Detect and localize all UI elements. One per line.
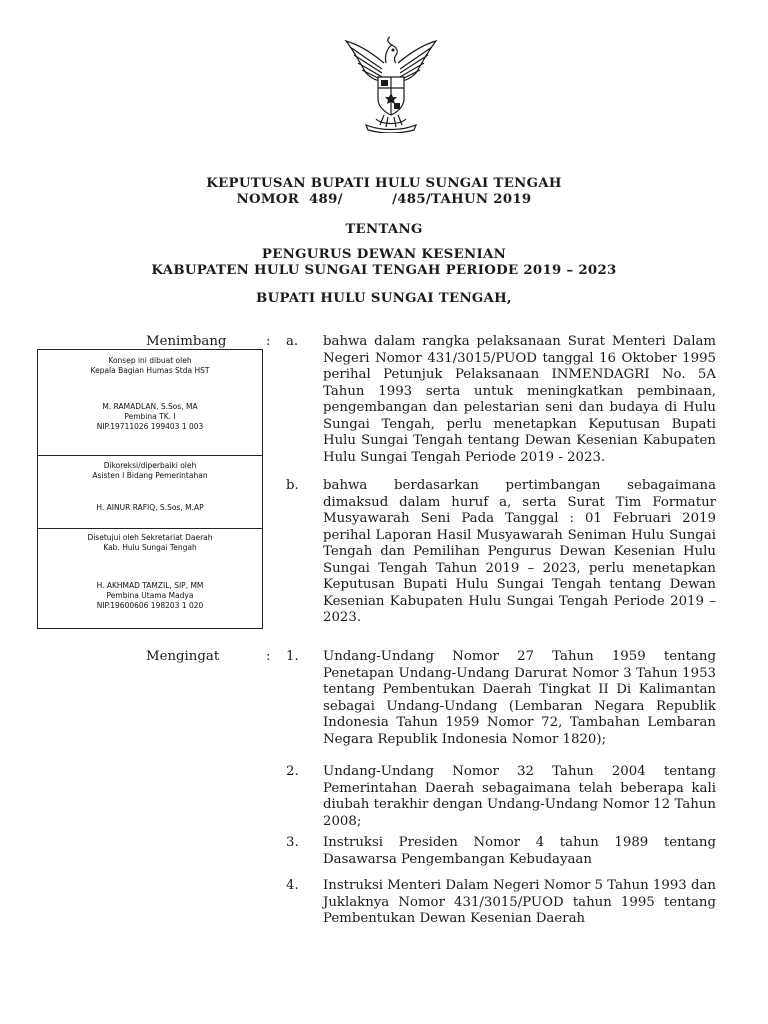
mengingat-item-4: Instruksi Menteri Dalam Negeri Nomor 5 Tahun 1993 dan Juklaknya Nomor 431/3015/PUOD tahun 1995 tentang Pembentukan Dewan Kesenian Daerah xyxy=(323,878,716,926)
menimbang-marker-b: b. xyxy=(286,478,299,493)
paraf-konsep-line-1: Konsep ini dibuat oleh xyxy=(108,356,192,365)
paraf-setuju-nip: NIP.19600606 198203 1 020 xyxy=(96,601,204,610)
paraf-koreksi-line-2: Asisten I Bidang Pemerintahan xyxy=(92,471,208,480)
menimbang-label: Menimbang xyxy=(146,334,227,349)
mengingat-marker-2: 2. xyxy=(286,764,299,779)
decree-number: NOMOR 489/ /485/TAHUN 2019 xyxy=(236,192,532,207)
paraf-setuju-line-2: Kab. Hulu Sungai Tengah xyxy=(103,543,197,552)
paraf-koreksi-line-1: Dikoreksi/diperbaiki oleh xyxy=(103,461,197,470)
mengingat-item-3: Instruksi Presiden Nomor 4 tahun 1989 tentang Dasawarsa Pengembangan Kebudayaan xyxy=(323,835,716,867)
paraf-setuju-name: H. AKHMAD TAMZIL, SIP, MM xyxy=(96,581,204,590)
paraf-konsep-rank: Pembina TK. I xyxy=(124,412,176,421)
bupati-heading: BUPATI HULU SUNGAI TENGAH, xyxy=(256,291,512,306)
garuda-emblem-icon xyxy=(336,33,446,133)
mengingat-item-1: Undang-Undang Nomor 27 Tahun 1959 tentang Penetapan Undang-Undang Darurat Nomor 3 Tahun 1953 tentang Pembentukan Daerah Tingkat II Di Kalimantan sebagai Undang-Undang (Lembaran Negara Republik Indonesia Tahun 1959 Nomor 72, Tambahan Lembaran Negara Republik Indonesia Nomor 1820); xyxy=(323,649,716,747)
mengingat-item-2: Undang-Undang Nomor 32 Tahun 2004 tentang Pemerintahan Daerah sebagaimana telah beberapa kali diubah terakhir dengan Undang-Undang Nomor 12 Tahun 2008; xyxy=(323,764,716,829)
paraf-konsep-name: M. RAMADLAN, S.Sos, MA xyxy=(102,402,198,411)
paraf-konsep-nip: NIP.19711026 199403 1 003 xyxy=(96,422,204,431)
paraf-setuju-rank: Pembina Utama Madya xyxy=(106,591,194,600)
mengingat-label: Mengingat xyxy=(146,649,220,664)
menimbang-marker-a: a. xyxy=(286,334,299,349)
mengingat-colon: : xyxy=(266,649,271,664)
paraf-section-koreksi xyxy=(38,455,262,529)
paraf-approval-box xyxy=(37,349,263,629)
tentang-heading: TENTANG xyxy=(345,222,423,237)
mengingat-marker-4: 4. xyxy=(286,878,299,893)
paraf-koreksi-name: H. AINUR RAFIQ, S.Sos, M.AP xyxy=(96,503,204,512)
decree-title: KEPUTUSAN BUPATI HULU SUNGAI TENGAH xyxy=(206,176,562,191)
subject-line-1: PENGURUS DEWAN KESENIAN xyxy=(261,247,507,262)
paraf-section-konsep xyxy=(38,350,262,455)
mengingat-marker-3: 3. xyxy=(286,835,299,850)
subject-line-2: KABUPATEN HULU SUNGAI TENGAH PERIODE 2019 – 2023 xyxy=(151,263,617,278)
paraf-setuju-line-1: Disetujui oleh Sekretariat Daerah xyxy=(87,533,213,542)
mengingat-marker-1: 1. xyxy=(286,649,299,664)
menimbang-item-b: bahwa berdasarkan pertimbangan sebagaimana dimaksud dalam huruf a, serta Surat Tim Formatur Musyawarah Seni Pada Tanggal : 01 Februari 2019 perihal Laporan Hasil Musyawarah Seniman Hulu Sungai Tengah dan Pemilihan Pengurus Dewan Kesenian Hulu Sungai Tengah Tahun 2019 – 2023, perlu menetapkan Keputusan Bupati Hulu Sungai Tengah tentang Dewan Kesenian Kabupaten Hulu Sungai Tengah Periode 2019 – 2023. xyxy=(323,478,716,625)
paraf-konsep-line-2: Kepala Bagian Humas Stda HST xyxy=(90,366,210,375)
menimbang-item-a: bahwa dalam rangka pelaksanaan Surat Menteri Dalam Negeri Nomor 431/3015/PUOD tanggal 16 Oktober 1995 perihal Petunjuk Pelaksanaan INMENDAGRI No. 5A Tahun 1993 serta untuk meningkatkan pembinaan, pengembangan dan pelestarian seni dan budaya di Hulu Sungai Tengah, perlu menetapkan Keputusan Bupati Hulu Sungai Tengah tentang Dewan Kesenian Kabupaten Hulu Sungai Tengah Periode 2019 - 2023. xyxy=(323,334,716,465)
menimbang-colon: : xyxy=(266,334,271,349)
paraf-section-setuju xyxy=(38,528,262,629)
